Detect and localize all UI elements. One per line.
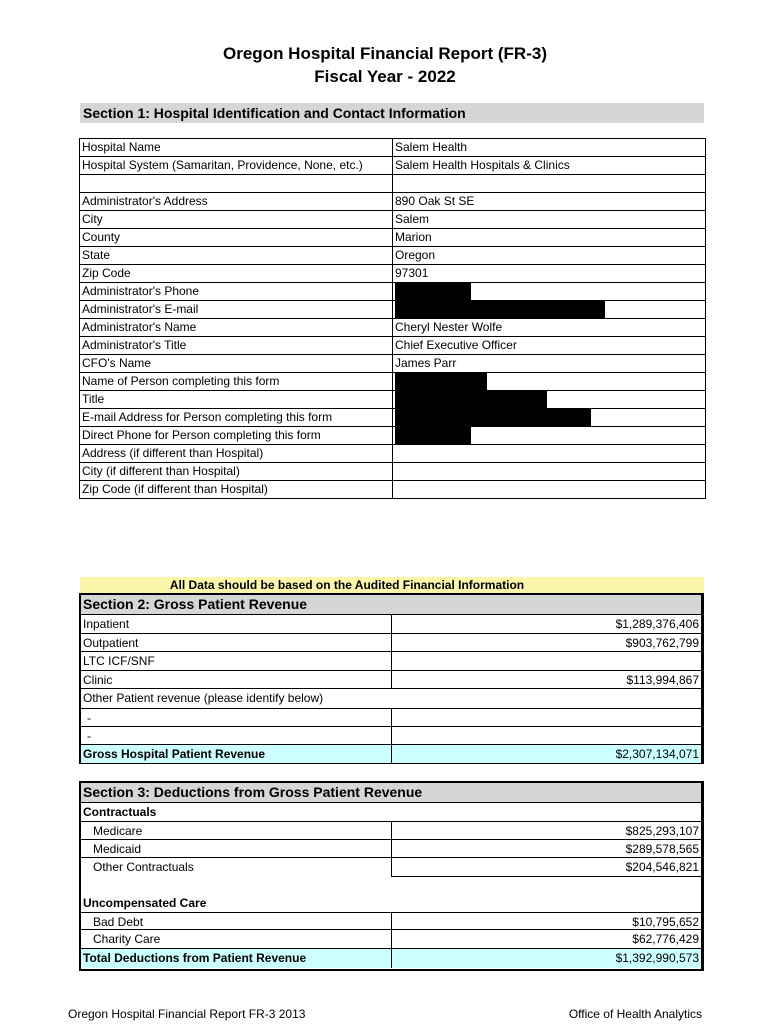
other-revenue-line-1: - (81, 708, 701, 727)
outpatient-value[interactable]: $903,762,799 (625, 635, 699, 650)
field-value[interactable] (393, 283, 706, 301)
section2-heading: Section 2: Gross Patient Revenue (81, 595, 701, 615)
bad-debt-value[interactable]: $10,795,652 (632, 914, 699, 929)
section1-row (80, 283, 706, 301)
field-value[interactable]: 97301 (393, 265, 706, 283)
redacted-block (395, 409, 591, 426)
section3-box (79, 781, 704, 971)
redacted-block (395, 301, 605, 318)
field-label: Administrator's Title (80, 337, 393, 355)
field-value[interactable] (393, 175, 706, 193)
field-value[interactable]: Chief Executive Officer (393, 337, 706, 355)
total-deductions-row: Total Deductions from Patient Revenue $1,392,990,573 (81, 949, 701, 968)
field-value[interactable] (393, 463, 706, 481)
medicare-value[interactable]: $825,293,107 (625, 824, 699, 838)
contractuals-heading: Contractuals (83, 805, 157, 819)
field-label (80, 175, 393, 193)
field-value[interactable] (393, 445, 706, 463)
section1-row (80, 373, 706, 391)
redacted-block (395, 391, 547, 408)
inpatient-row: Inpatient $1,289,376,406 (81, 615, 701, 634)
total-deductions-value: $1,392,990,573 (615, 950, 699, 965)
section1-row (80, 247, 706, 265)
field-label: Hospital System (Samaritan, Providence, None, etc.) (80, 157, 393, 175)
section1-row (80, 301, 706, 319)
section1-row (80, 481, 706, 499)
redacted-block (395, 427, 471, 444)
audit-notice: All Data should be based on the Audited Financial Information (80, 577, 704, 593)
footer-left: Oregon Hospital Financial Report FR-3 2013 (68, 1007, 306, 1021)
field-value[interactable]: Salem (393, 211, 706, 229)
section1-row (80, 463, 706, 481)
other-contractuals-value[interactable]: $204,546,821 (392, 858, 701, 877)
section1-table (79, 138, 706, 499)
field-label: Administrator's E-mail (80, 301, 393, 319)
field-label: CFO's Name (80, 355, 393, 373)
field-label: Administrator's Name (80, 319, 393, 337)
field-value[interactable] (393, 409, 706, 427)
medicaid-value[interactable]: $289,578,565 (625, 841, 699, 856)
outpatient-row: Outpatient $903,762,799 (81, 634, 701, 653)
ltc-row: LTC ICF/SNF (81, 652, 701, 671)
field-label: Zip Code (if different than Hospital) (80, 481, 393, 499)
section1-row (80, 355, 706, 373)
section1-row (80, 337, 706, 355)
other-contractuals-row: Other Contractuals $204,546,821 (81, 858, 701, 877)
field-value[interactable]: Salem Health Hospitals & Clinics (393, 157, 706, 175)
other-revenue-row: Other Patient revenue (please identify below) (83, 691, 324, 706)
section1-row (80, 175, 706, 193)
section1-row (80, 391, 706, 409)
clinic-row: Clinic $113,994,867 (81, 671, 701, 690)
other-revenue-line-2: - (81, 727, 701, 746)
charity-care-value[interactable]: $62,776,429 (632, 932, 699, 947)
section1-row (80, 427, 706, 445)
section2-box (79, 593, 704, 764)
field-value[interactable]: Marion (393, 229, 706, 247)
field-label: Name of Person completing this form (80, 373, 393, 391)
section1-row (80, 409, 706, 427)
field-value[interactable] (393, 373, 706, 391)
section1-row (80, 319, 706, 337)
field-label: Direct Phone for Person completing this form (80, 427, 393, 445)
field-value[interactable] (393, 481, 706, 499)
section1-row (80, 445, 706, 463)
section1-row (80, 211, 706, 229)
report-title: Oregon Hospital Financial Report (FR-3) (223, 44, 547, 63)
field-value[interactable]: 890 Oak St SE (393, 193, 706, 211)
field-label: Title (80, 391, 393, 409)
field-label: Administrator's Phone (80, 283, 393, 301)
field-value[interactable]: Oregon (393, 247, 706, 265)
field-value[interactable] (393, 301, 706, 319)
section1-row (80, 193, 706, 211)
field-value[interactable]: James Parr (393, 355, 706, 373)
field-value[interactable] (393, 427, 706, 445)
field-label: County (80, 229, 393, 247)
medicare-row: Medicare $825,293,107 (81, 821, 701, 840)
gross-revenue-total-row: Gross Hospital Patient Revenue $2,307,134,071 (81, 745, 701, 764)
gross-revenue-total-value: $2,307,134,071 (615, 747, 699, 762)
section3-heading: Section 3: Deductions from Gross Patient Revenue (81, 783, 701, 803)
redacted-block (395, 283, 471, 300)
other-revenue-value-2[interactable] (392, 727, 701, 745)
fiscal-year: Fiscal Year - 2022 (314, 67, 456, 86)
field-value[interactable]: Salem Health (393, 139, 706, 157)
uncompensated-heading: Uncompensated Care (83, 895, 207, 910)
section1-row (80, 157, 706, 175)
field-label: Hospital Name (80, 139, 393, 157)
ltc-value[interactable] (392, 652, 701, 670)
section1-row (80, 139, 706, 157)
field-value[interactable] (393, 391, 706, 409)
footer-right: Office of Health Analytics (568, 1007, 702, 1021)
medicaid-row: Medicaid $289,578,565 (81, 840, 701, 859)
field-value[interactable]: Cheryl Nester Wolfe (393, 319, 706, 337)
inpatient-value[interactable]: $1,289,376,406 (615, 617, 699, 631)
clinic-value[interactable]: $113,994,867 (626, 672, 699, 687)
field-label: E-mail Address for Person completing this form (80, 409, 393, 427)
field-label: Address (if different than Hospital) (80, 445, 393, 463)
section1-row (80, 229, 706, 247)
section1-row (80, 265, 706, 283)
other-revenue-value-1[interactable] (392, 709, 701, 726)
field-label: Zip Code (80, 265, 393, 283)
field-label: Administrator's Address (80, 193, 393, 211)
charity-care-row: Charity Care $62,776,429 (81, 930, 701, 949)
field-label: City (80, 211, 393, 229)
bad-debt-row: Bad Debt $10,795,652 (81, 912, 701, 931)
field-label: City (if different than Hospital) (80, 463, 393, 481)
field-label: State (80, 247, 393, 265)
section1-heading: Section 1: Hospital Identification and Contact Information (80, 103, 704, 123)
redacted-block (395, 373, 487, 390)
